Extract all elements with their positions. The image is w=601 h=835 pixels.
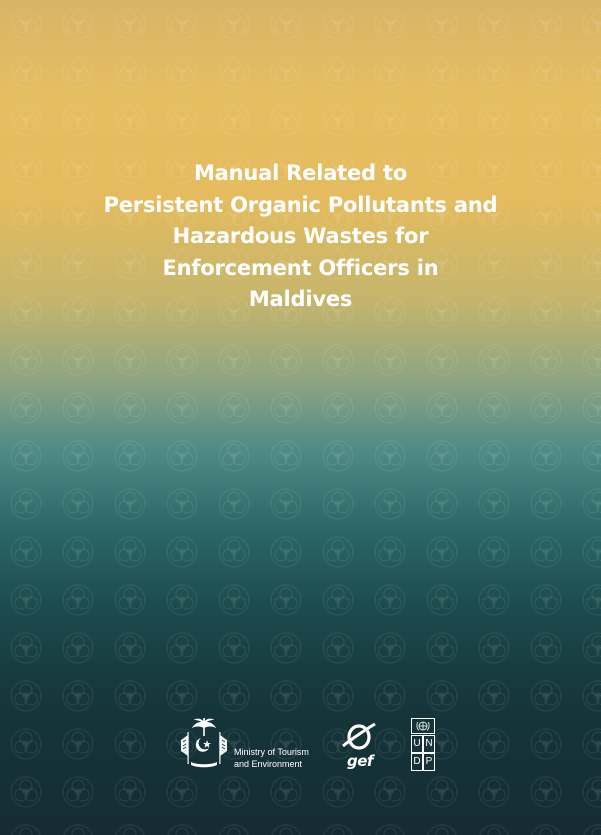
title-line: Enforcement Officers in: [162, 255, 439, 280]
title-line: Persistent Organic Pollutants and: [103, 192, 498, 217]
undp-letter-grid: [411, 735, 435, 771]
undp-logo: [411, 718, 435, 771]
title-line: Maldives: [248, 287, 353, 311]
title-line: Hazardous Wastes for: [172, 224, 429, 248]
gef-wordmark: gef: [347, 752, 373, 770]
partner-logos: [175, 718, 445, 774]
undp-letter: P: [423, 753, 435, 771]
undp-letter: D: [411, 753, 423, 771]
report-title: [60, 158, 541, 316]
un-emblem-icon: [411, 718, 435, 734]
undp-letter: U: [411, 735, 423, 753]
title-line: Manual Related to: [193, 161, 408, 185]
gef-globe-icon: [340, 720, 378, 756]
ministry-name: [234, 746, 309, 770]
ministry-name-line: and Environment: [234, 759, 303, 769]
ministry-name-line: Ministry of Tourism: [234, 747, 309, 757]
maldives-emblem-icon: [175, 718, 233, 774]
undp-letter: N: [423, 735, 435, 753]
